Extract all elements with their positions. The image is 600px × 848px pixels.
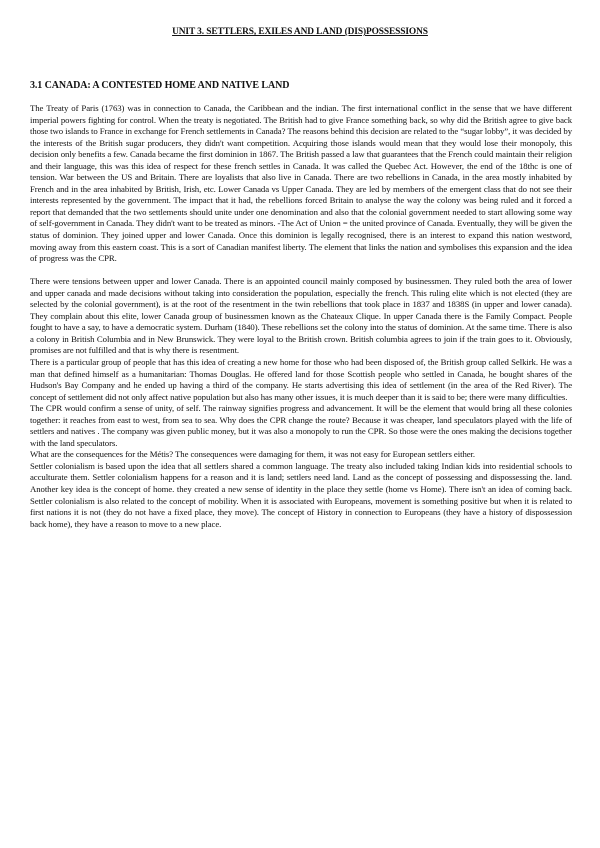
- paragraph-treaty-of-paris: The Treaty of Paris (1763) was in connection to Canada, the Caribbean and the indian. The first international conflict in the sense that we have different imperial powers fighting for control. When the treaty is negotiated. The British had to give France something back, so why did the British agree to give back those two islands to France in exchange for French settlements in Canada? The reasons behind this decision are related to the “sugar lobby”, it was decided by the interests of the British sugar producers, they didn't want competition. Acquiring those islands would mean that they would lose their monopoly, this decision only benefits a few. Canada became the first dominion in 1867. The British passed a law that guarantees that the French could maintain their religion and their language, this was this idea of respect for these french settles in Canada. It was called the Quebec Act. However, the end of the 18thc is one of tension. War between the US and Britain. There are loyalists that also live in Canada. There are two rebellions in Canada, in the area mostly inhabited by French and in the area inhabited by British, Irish, etc. Lower Canada vs Upper Canada. They are led by members of the emergent class that do not see their interests represented by the government. The impact that it had, the rebellions forced Britain to analyse the way the colony was being ruled and it forced a report that demanded that the two settlements should unite under one denomination and also that the colonial government needed to start allowing some way of self-government in Canada. They didn't want to be treated as minors. -The Act of Union = the united province of Canada. Eventually, they will be given the status of dominion. They joined upper and lower Canada. Once this dominion is legally recognised, there is an interest to expand this nation westword, moving away from this eastern coast. This is a sort of Canadian manifest liberty. The element that links the nation and symbolises this expansion and the idea of progress was the CPR.: [30, 103, 572, 264]
- paragraph-tensions: There were tensions between upper and lower Canada. There is an appointed council mainly composed by businessmen. They ruled both the area of lower and upper canada and made decisions without taking into consideration the population, especially the french. This ruling elite which is not elected (they are selected by the colonial government), is at the root of the resentment in the twin rebellions that took place in 1837 and 1838S (in upper and lower canada). They complain about this elite, lower Canada group of businessmen known as the Chateaux Clique. In upper Canada there is the Family Compact. People fought to have a say, to have a democratic system. Durham (1840). These rebellions set the colony into the status of dominion. At the same time. There is also a colony in British Columbia and in New Brunswick. They were loyal to the British crown. British columbia agrees to join if the train goes to it. Obviously, promises are not fulfilled and that is why there is resentment.: [30, 276, 572, 356]
- document-body: [30, 103, 572, 530]
- unit-title: UNIT 3. SETTLERS, EXILES AND LAND (DIS)POSSESSIONS: [172, 27, 428, 37]
- paragraph-selkirk: There is a particular group of people that has this idea of creating a new home for those who had been disposed of, the British group called Selkirk. He was a man that defined himself as a humanitarian: Thomas Douglas. He offered land for those Scottish people who settled in Canada, he bought shares of the Hudson's Bay Company and he ended up having a third of the company. He starts advertising this idea of settlement (in the area of the Red River). The concept of settlement did not only affect native population but also has many other issues, it is much deeper than it is said to be; there were many difficulties.: [30, 356, 572, 402]
- paragraph-metis: What are the consequences for the Métis? The consequences were damaging for them, it was not easy for European settlers either.: [30, 449, 475, 460]
- paragraph-cpr: The CPR would confirm a sense of unity, of self. The rainway signifies progress and advancement. It will be the element that would bring all these colonies together: it reaches from east to west, from sea to sea. Why does the CPR change the route? Because it was cheaper, land speculators played with the life of settlers and natives . The company was given public money, but it was also a monopoly to run the CPR. So those were the ones making the decisions together with the land speculators.: [30, 403, 572, 448]
- section-heading: 3.1 CANADA: A CONTESTED HOME AND NATIVE LAND: [30, 80, 290, 91]
- paragraph-settler-colonialism: Settler colonialism is based upon the idea that all settlers shared a common language. The treaty also included taking Indian kids into residential schools to acculturate them. Settler colonialism happens for a reason and it is land; settlers need land. Land as the concept of possessing and dispossessing the. land. Another key idea is the concept of home. they created a new sense of identity in the place they settle (home vs Home). There isn't an idea of coming back. Settler colonialism is also related to the concept of mobility. When it is associated with Europeans, movement is something positive but when it is related to first nations it is not (they do not have a fixed place, they move). The concept of History in connection to Europeans (they have a history of dispossession back home), they have a reason to move to a new place.: [30, 460, 572, 529]
